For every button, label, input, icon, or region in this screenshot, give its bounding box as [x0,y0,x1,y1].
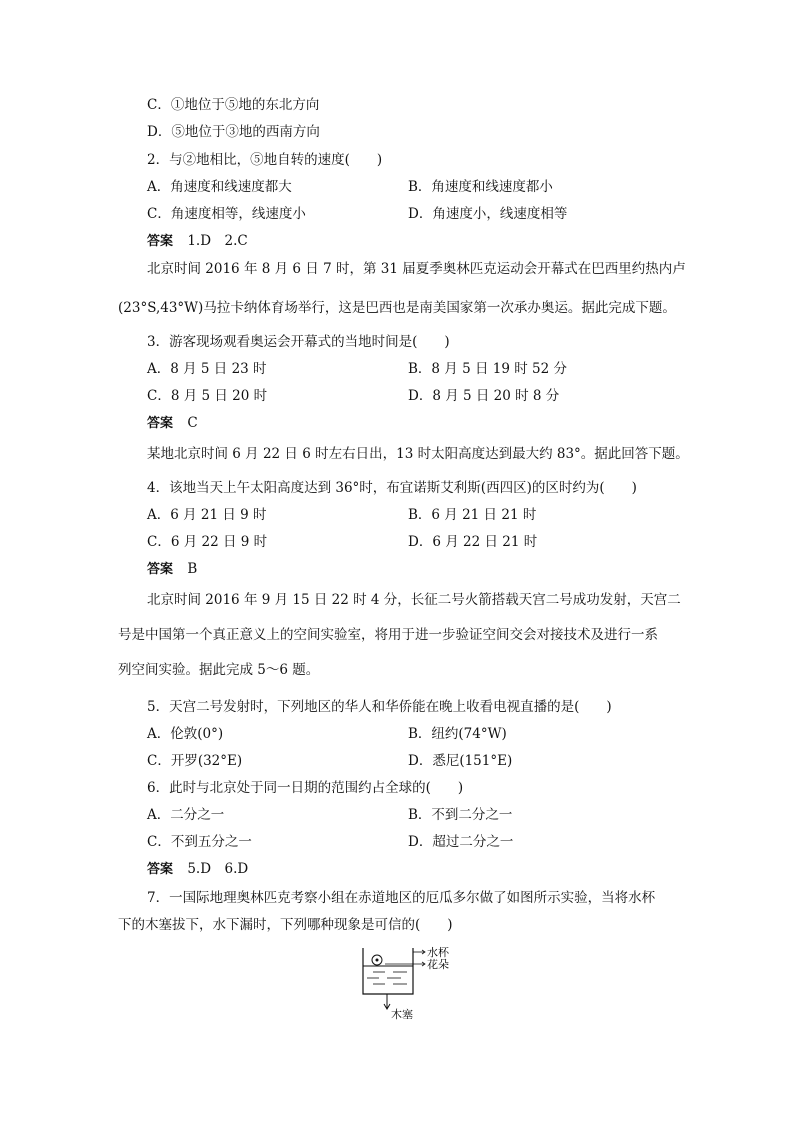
passage-2: 某地北京时间 6 月 22 日 6 时左右日出，13 时太阳高度达到最大约 83°。据此回答下题。 [147,446,689,462]
q4-option-a: A．6 月 21 日 9 时 [147,507,267,523]
q1-option-d: D．⑤地位于③地的西南方向 [147,124,320,140]
cup-experiment-diagram [355,942,475,1020]
passage-1-text-1: 北京时间 2016 年 8 月 6 日 7 时，第 31 届夏季奥林匹克运动会开幕式在巴西里约热内卢 [147,261,686,277]
answer-5-6 [147,860,248,879]
answer-label: 答案 [147,416,174,431]
answer-value: 1.D 2.C [187,233,248,249]
q6-option-b: B．不到二分之一 [408,807,513,823]
q5-option-c: C．开罗(32°E) [147,753,243,769]
q5-option-d: D．悉尼(151°E) [408,753,513,769]
answer-4 [147,560,197,579]
answer-value: B [187,561,198,577]
answer-label: 答案 [147,862,174,877]
q3-option-d: D．8 月 5 日 20 时 8 分 [408,388,560,404]
question-5: 5．天宫二号发射时，下列地区的华人和华侨能在晚上收看电视直播的是( ) [147,699,612,715]
q4-option-b: B．6 月 21 日 21 时 [408,507,537,523]
passage-3-line-2: 号是中国第一个真正意义上的空间实验室，将用于进一步验证空间交会对接技术及进行一系 [118,627,658,643]
q6-option-a: A．二分之一 [147,807,225,823]
answer-value: C [187,415,198,431]
question-7-line-2: 下的木塞拔下，水下漏时，下列哪种现象是可信的( ) [118,917,453,933]
q1-option-c: C．①地位于⑤地的东北方向 [147,97,320,113]
q5-option-a: A．伦敦(0°) [147,726,224,742]
answer-1-2 [147,232,248,251]
question-2: 2．与②地相比，⑤地自转的速度( ) [147,152,383,168]
answer-3 [147,414,198,433]
q3-option-c: C．8 月 5 日 20 时 [147,388,268,404]
cup-label: 水杯 [427,946,449,959]
q2-option-b: B．角速度和线速度都小 [408,179,553,195]
passage-1-line-2: (23°S,43°W)马拉卡纳体育场举行，这是巴西也是南美国家第一次承办奥运。据此完成下题。 [118,300,676,316]
question-6: 6．此时与北京处于同一日期的范围约占全球的( ) [147,780,464,796]
q2-option-c: C．角速度相等，线速度小 [147,206,306,222]
q4-option-c: C．6 月 22 日 9 时 [147,534,268,550]
cup-outline [363,948,413,994]
answer-label: 答案 [147,562,174,577]
answer-label: 答案 [147,234,174,249]
answer-value: 5.D 6.D [187,861,249,877]
passage-1-line-1 [147,260,686,278]
q4-option-d: D．6 月 22 日 21 时 [408,534,538,550]
flower-label: 花朵 [427,958,449,971]
q6-option-c: C．不到五分之一 [147,834,252,850]
q2-option-d: D．角速度小，线速度相等 [408,206,568,222]
q6-option-d: D．超过二分之一 [408,834,514,850]
passage-3-line-3: 列空间实验。据此完成 5～6 题。 [118,662,320,678]
q2-option-a: A．角速度和线速度都大 [147,179,292,195]
q3-option-a: A．8 月 5 日 23 时 [147,361,267,377]
question-3: 3．游客现场观看奥运会开幕式的当地时间是( ) [147,334,450,350]
q5-option-b: B．纽约(74°W) [408,726,507,742]
question-7-line-1: 7．一国际地理奥林匹克考察小组在赤道地区的厄瓜多尔做了如图所示实验，当将水杯 [147,890,656,906]
q3-option-b: B．8 月 5 日 19 时 52 分 [408,361,567,377]
flower-center [376,959,379,962]
cork-label: 木塞 [391,1008,413,1020]
question-4: 4．该地当天上午太阳高度达到 36°时，布宜诺斯艾利斯(西四区)的区时约为( ) [147,480,637,496]
passage-3-line-1: 北京时间 2016 年 9 月 15 日 22 时 4 分，长征二号火箭搭载天宫二号成功发射，天宫二 [147,592,681,608]
